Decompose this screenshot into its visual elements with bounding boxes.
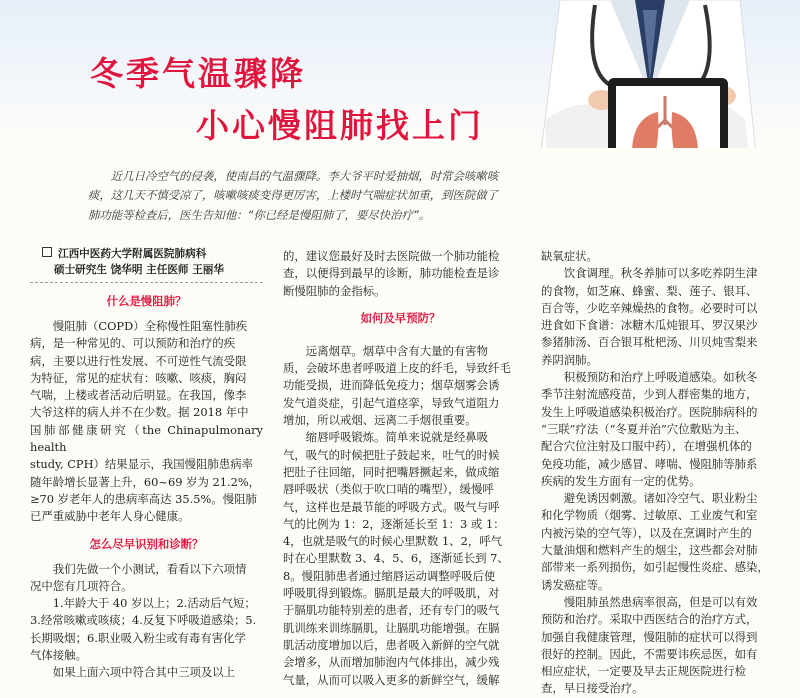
text-line: 如果上面六项中符合其中三项及以上 — [52, 665, 236, 680]
text-line: “三联”疗法（“冬夏并治”穴位敷贴为主、 — [541, 421, 747, 436]
headline-line1: 冬季气温骤降 — [90, 54, 306, 93]
text-line: 气喘，上楼或者活动后明显。在我国，像李 — [30, 388, 247, 403]
text-line: 部带来一系列损伤，如引起慢性炎症、感染， — [541, 560, 769, 575]
text-line: 相应症状，一定要及早去正规医院进行检 — [541, 664, 747, 679]
text-line: 远离烟草。烟草中含有大量的有害物 — [305, 343, 489, 358]
text-line: 发气道炎症，引起气道痉挛，导致气道阻力 — [283, 395, 500, 410]
byline-authors: 硕士研究生 饶华明 主任医师 王丽华 — [54, 264, 224, 276]
text-line: 质，会破坏患者呼吸道上皮的纤毛，导致纤毛 — [283, 361, 511, 376]
text-line: 预防和治疗。采取中西医结合的治疗方式， — [541, 612, 758, 627]
byline-affiliation: 江西中医药大学附属医院肺病科 — [58, 248, 207, 260]
text-line: 加强自我健康管理，慢阻肺的症状可以得到 — [541, 629, 758, 644]
intro-line: 近几日冷空气的侵袭，使南昌的气温骤降。李大爷平时爱抽烟，时常会咳嗽咳 — [110, 169, 499, 183]
text-line: 唇呼吸状（类似于吹口哨的嘴型），缓慢呼 — [283, 482, 494, 497]
intro-line: 肺功能等检查后，医生告知他：“你已经是慢阻肺了，要尽快治疗”。 — [88, 207, 431, 222]
text-line: study, CPH）结果显示，我国慢阻肺患病率 — [30, 457, 253, 472]
text-line: 呼吸肌得到锻炼。膈肌是最大的呼吸肌，对 — [283, 586, 500, 601]
text-line: 气体接触。 — [30, 648, 87, 663]
text-line: 气，吸气的时候把肚子鼓起来，吐气的时候 — [283, 447, 500, 462]
text-line: 8。慢阻肺患者通过缩唇运动调整呼吸后使 — [283, 568, 496, 583]
doctor-holding-tablet-illustration — [490, 0, 800, 148]
text-line: 避免诱因刺激。诸如冷空气、职业粉尘 — [563, 491, 758, 506]
text-line: 大爷这样的病人并不在少数。据 2018 年中 — [30, 405, 249, 420]
text-line: 长期吸烟；6.职业吸入粉尘或有毒有害化学 — [30, 630, 246, 645]
text-line: 气的比例为 1：2，逐渐延长至 1：3 或 1： — [283, 516, 505, 531]
text-line: 病，主要以进行性发展、不可逆性气流受限 — [30, 353, 247, 368]
text-line: 发生上呼吸道感染积极治疗。医院肺病科的 — [541, 404, 758, 419]
text-line: 慢阻肺虽然患病率很高，但是可以有效 — [563, 594, 758, 609]
text-line: 诱发癌症等。 — [541, 577, 610, 592]
text-line: 随年龄增长显著上升，60~69 岁为 21.2%， — [30, 474, 261, 489]
intro-line: 痰，这几天不慎受凉了，咳嗽咳痰变得更厉害，上楼时气喘症状加重，到医院做了 — [88, 188, 499, 203]
byline — [30, 246, 263, 283]
text-line: ≥70 岁老年人的患病率高达 35.5%。慢阻肺 — [30, 491, 257, 506]
text-line: 断慢阻肺的金指标。 — [283, 283, 386, 298]
text-line: 查，早日接受治疗。 — [541, 681, 644, 696]
text-line: 况中您有几项符合。 — [30, 578, 133, 593]
intro-paragraph — [88, 167, 508, 225]
text-line: 气，这样也是最节能的呼吸方式。吸气与呼 — [283, 499, 500, 514]
text-line: 于膈肌功能特别差的患者，还有专门的吸气 — [283, 603, 500, 618]
text-line: 4，也就是吸气的时候心里默数 1、2，呼气 — [283, 534, 503, 549]
text-line: 慢阻肺（COPD）全称慢性阻塞性肺疾 — [52, 319, 248, 333]
article-column-1 — [30, 246, 263, 682]
text-line: 增加，所以戒烟、远离二手烟很重要。 — [283, 413, 477, 428]
text-line: 查，以便得到最早的诊断，肺功能检查是诊 — [283, 266, 500, 281]
text-line: 时在心里默数 3、4、5、6，逐渐延长到 7、 — [283, 551, 509, 566]
text-line: 饮食调理。秋冬养肺可以多吃养阴生津 — [563, 266, 758, 281]
section-heading-how: 怎么尽早识别和诊断？ — [89, 536, 204, 551]
text-line: 把肚子往回缩，同时把嘴唇撅起来，做成缩 — [283, 464, 500, 479]
text-line: 百合等，少吃辛辣燥热的食物。必要时可以 — [541, 300, 758, 315]
text-line: 已严重威胁中老年人身心健康。 — [30, 509, 190, 524]
text-line: 缩唇呼吸锻炼。简单来说就是经鼻吸 — [305, 430, 489, 445]
text-line: 的食物，如芝麻、蜂蜜、梨、莲子、银耳、 — [541, 283, 758, 298]
text-line: 疾病的发生方面有一定的优势。 — [541, 473, 701, 488]
text-line: 国肺部健康研究（the Chinapulmonary health — [30, 422, 263, 455]
text-line: 积极预防和治疗上呼吸道感染。如秋冬 — [563, 370, 758, 385]
text-line: 1.年龄大于 40 岁以上；2.活动后气短； — [52, 596, 256, 611]
text-line: 我们先做一个小测试，看看以下六项情 — [52, 561, 247, 576]
text-line: 会增多，从而增加肺泡内气体排出，减少残 — [283, 655, 500, 670]
header-banner — [0, 0, 800, 148]
square-bullet-icon — [42, 247, 52, 257]
article-column-2 — [283, 248, 518, 689]
text-line: 和化学物质（烟雾、过敏原、工业废气和室 — [541, 508, 758, 523]
text-line: 大量油烟和燃料产生的烟尘，这些都会对肺 — [541, 543, 758, 558]
text-line: 3.经常咳嗽或咳痰；4.反复下呼吸道感染；5. — [30, 613, 257, 628]
text-line: 功能受损，进而降低免疫力；烟草烟雾会诱 — [283, 378, 500, 393]
text-line: 养阴润肺。 — [541, 352, 598, 367]
text-line: 肌活动度增加以后，患者吸入新鲜的空气就 — [283, 637, 500, 652]
headline-line2: 小心慢阻肺找上门 — [196, 106, 484, 145]
section-heading-what: 什么是慢阻肺？ — [106, 294, 187, 308]
text-line: 为特征，常见的症状有：咳嗽、咳痰，胸闷 — [30, 370, 247, 385]
section-heading-prevent: 如何及早预防？ — [360, 310, 441, 325]
text-line: 参猪肺汤、百合银耳枇杷汤、川贝炖雪梨来 — [541, 335, 758, 350]
article-column-3 — [541, 248, 776, 698]
text-line: 进食如下食谱：冰糖木瓜炖银耳、罗汉果沙 — [541, 318, 758, 333]
text-line: 很好的控制。因此，不需要讳疾忌医，如有 — [541, 646, 758, 661]
text-line: 季节注射流感疫苗，少到人群密集的地方， — [541, 387, 758, 402]
text-line: 的，建议您最好及时去医院做一个肺功能检 — [283, 249, 500, 263]
text-line: 内被污染的空气等），以及在烹调时产生的 — [541, 525, 752, 540]
text-line: 缺氧症状。 — [541, 249, 598, 263]
text-line: 病，是一种常见的、可以预防和治疗的疾 — [30, 336, 236, 351]
text-line: 肌训练来训练膈肌，让膈肌功能增强。在膈 — [283, 620, 500, 635]
text-line: 配合穴位注射及口服中药），在增强机体的 — [541, 439, 752, 454]
text-line: 免疫功能，减少感冒、哮喘、慢阻肺等肺系 — [541, 456, 758, 471]
text-line: 气量，从而可以吸入更多的新鲜空气，缓解 — [283, 672, 500, 687]
